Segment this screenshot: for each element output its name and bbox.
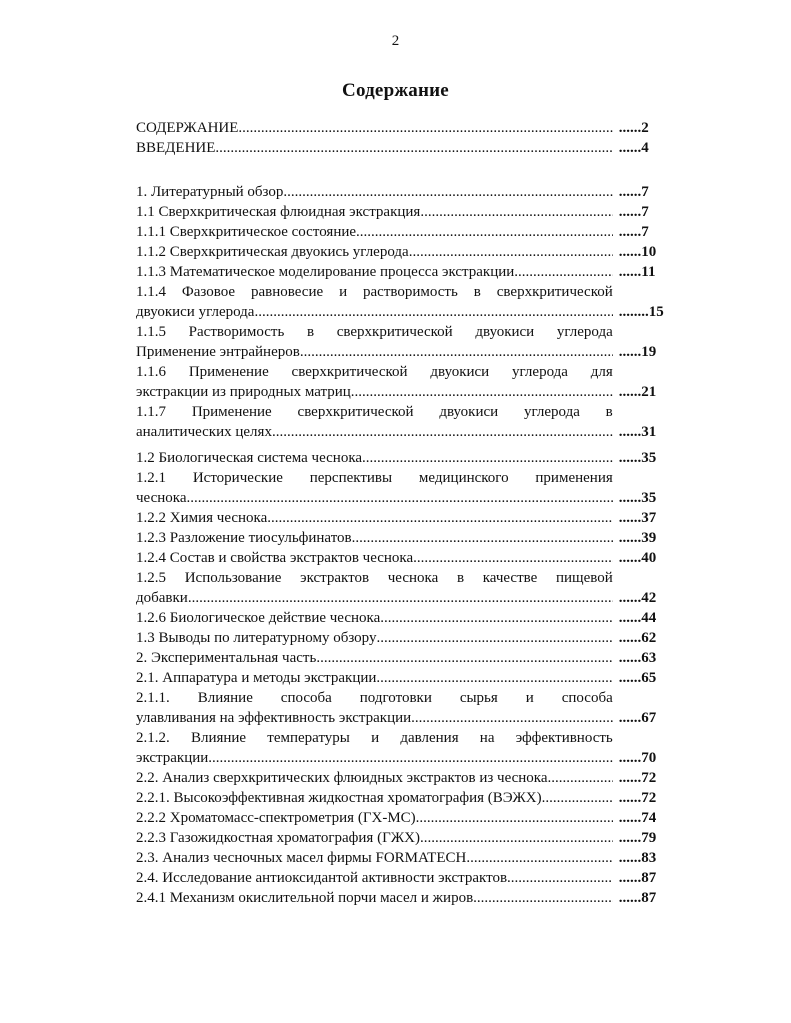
toc-entry [136, 608, 688, 628]
toc-entry-text: 1.3 Выводы по литературному обзору [136, 630, 377, 646]
toc-entry-title [136, 468, 613, 508]
toc-entry-title [136, 508, 613, 528]
toc-entry-line [136, 448, 613, 468]
toc-entry-line [136, 588, 613, 608]
toc-entry [136, 322, 688, 362]
toc-entry-line: 1.1.4 Фазовое равновесие и растворимость в сверхкритической [136, 284, 613, 300]
toc-leader-dots [514, 262, 612, 282]
toc-page-number: ......42 [618, 590, 657, 606]
toc-page-number: ......11 [618, 264, 656, 280]
toc-entry [136, 828, 688, 848]
toc-entry-text: Применение энтрайнеров [136, 344, 300, 360]
toc-entry [136, 448, 688, 468]
toc-entry-title [136, 668, 613, 688]
toc-entry-line [136, 708, 613, 728]
toc-entry-line: 2.1.2. Влияние температуры и давления на эффективность [136, 730, 613, 746]
toc-page-number: ......4 [618, 140, 649, 156]
toc-entry-text: экстракции из природных матриц [136, 384, 351, 400]
toc-entry [136, 222, 688, 242]
toc-entry-title [136, 568, 613, 608]
toc-entry-line [136, 888, 613, 908]
toc-leader-dots [413, 548, 613, 568]
toc-entry-text: двуокиси углерода [136, 304, 255, 320]
toc-entry-title [136, 262, 613, 282]
toc-entry-text: 2.1. Аппаратура и методы экстракции [136, 670, 377, 686]
toc-entry-text: 1. Литературный обзор [136, 184, 284, 200]
toc-entry [136, 788, 688, 808]
toc-leader-dots [316, 648, 612, 668]
toc-page-number: ......72 [618, 790, 657, 806]
toc-leader-dots [208, 748, 612, 768]
toc-entry [136, 648, 688, 668]
toc-leader-dots [466, 848, 612, 868]
toc-entry-title [136, 608, 613, 628]
toc-entry-line [136, 382, 613, 402]
toc-entry-title [136, 828, 613, 848]
toc-entry-text: 1.1.1 Сверхкритическое состояние [136, 224, 357, 240]
toc-entry-text: добавки [136, 590, 188, 606]
toc-entry-text: 2.3. Анализ чесночных масел фирмы FORMATECH [136, 850, 467, 866]
toc-entry-text: 1.2.3 Разложение тиосульфинатов [136, 530, 352, 546]
toc-entry-line [136, 748, 613, 768]
toc-entry-line: 1.1.5 Растворимость в сверхкритической двуокиси углерода [136, 324, 613, 340]
toc-page-number: ......21 [618, 384, 657, 400]
toc-group-literature-1-1 [136, 182, 688, 442]
toc-entry-title [136, 868, 613, 888]
toc-leader-dots [420, 202, 612, 222]
toc-entry-line [136, 302, 613, 322]
toc-entry-text: улавливания на эффективность экстракции [136, 710, 412, 726]
toc-entry [136, 888, 688, 908]
toc-entry-title [136, 362, 613, 402]
toc-page-number: ......72 [618, 770, 657, 786]
toc-entry-title [136, 728, 613, 768]
toc-entry-line [136, 118, 613, 138]
toc-entry [136, 362, 688, 402]
toc-entry-title [136, 548, 613, 568]
toc-entry-line [136, 648, 613, 668]
toc-leader-dots [254, 302, 612, 322]
toc-entry-line [136, 222, 613, 242]
toc-entry [136, 868, 688, 888]
toc-entry-text: 1.2 Биологическая система чеснока [136, 450, 363, 466]
toc-page-number: ......35 [618, 490, 657, 506]
toc-leader-dots [420, 828, 613, 848]
toc-page-number: ......7 [618, 204, 649, 220]
toc-entry [136, 138, 688, 158]
toc-group-intro [136, 118, 688, 158]
toc-entry-line [136, 828, 613, 848]
toc-entry-title [136, 202, 613, 222]
toc-leader-dots [215, 138, 612, 158]
toc-page-number: ......87 [618, 890, 657, 906]
toc-entry-title [136, 182, 613, 202]
toc-entry-line [136, 768, 613, 788]
toc-leader-dots [376, 668, 612, 688]
toc-entry-title [136, 648, 613, 668]
toc-entry-line [136, 508, 613, 528]
toc-entry [136, 668, 688, 688]
toc-leader-dots [267, 508, 613, 528]
toc-entry-title [136, 688, 613, 728]
toc-entry-line [136, 528, 613, 548]
toc-entry-text: 2.2. Анализ сверхкритических флюидных экстрактов из чеснока [136, 770, 548, 786]
toc-leader-dots [356, 222, 613, 242]
toc-entry-title [136, 222, 613, 242]
toc-entry-title [136, 888, 613, 908]
toc-gap [136, 158, 688, 182]
toc-entry [136, 688, 688, 728]
toc-leader-dots [411, 708, 613, 728]
toc-entry-line: 1.1.7 Применение сверхкритической двуокиси углерода в [136, 404, 613, 420]
toc-entry-title [136, 628, 613, 648]
toc-entry-line: 1.2.1 Исторические перспективы медицинского применения [136, 470, 613, 486]
toc-entry [136, 402, 688, 442]
toc-leader-dots [351, 382, 613, 402]
toc-entry [136, 548, 688, 568]
toc-leader-dots [416, 808, 613, 828]
toc-entry-text: 1.2.6 Биологическое действие чеснока [136, 610, 381, 626]
toc-entry [136, 628, 688, 648]
toc-entry [136, 118, 688, 138]
toc-entry [136, 468, 688, 508]
toc-page-number: ......83 [618, 850, 657, 866]
toc-entry-line [136, 628, 613, 648]
toc-entry-line [136, 242, 613, 262]
toc-entry-line [136, 138, 613, 158]
toc-entry-line [136, 868, 613, 888]
toc-entry-text: 2.2.3 Газожидкостная хроматография (ГЖХ) [136, 830, 421, 846]
toc-entry-line [136, 182, 613, 202]
toc-entry [136, 528, 688, 548]
toc-entry-line [136, 848, 613, 868]
toc-entry-line [136, 808, 613, 828]
toc-page-number: ......79 [618, 830, 657, 846]
toc-entry-line [136, 488, 613, 508]
toc-leader-dots [283, 182, 612, 202]
toc-entry-title [136, 848, 613, 868]
toc-entry-text: чеснока. [136, 490, 191, 506]
toc-page-number: ......87 [618, 870, 657, 886]
toc-entry-title [136, 448, 613, 468]
toc-entry-line [136, 342, 613, 362]
toc-entry [136, 508, 688, 528]
toc-page-number: ......63 [618, 650, 657, 666]
toc-leader-dots [238, 118, 612, 138]
toc-page-number: ......2 [618, 120, 649, 136]
toc-page-number: ......65 [618, 670, 657, 686]
toc-page-number: ......70 [618, 750, 657, 766]
toc-entry-line: 1.2.5 Использование экстрактов чеснока в качестве пищевой [136, 570, 613, 586]
toc-leader-dots [548, 768, 613, 788]
toc-entry-text: 1.2.2 Химия чеснока [136, 510, 268, 526]
toc-page-number: ........15 [618, 304, 664, 320]
toc-entry-line: 2.1.1. Влияние способа подготовки сырья и способа [136, 690, 613, 706]
toc-entry-text: аналитических целях [136, 424, 272, 440]
toc-entry-text: ВВЕДЕНИЕ [136, 140, 216, 156]
toc-page-number: ......62 [618, 630, 657, 646]
toc-page-number: ......7 [618, 184, 649, 200]
toc-entry [136, 848, 688, 868]
toc-entry-title [136, 118, 613, 138]
toc-entry [136, 242, 688, 262]
toc-entry-line: 1.1.6 Применение сверхкритической двуокиси углерода для [136, 364, 613, 380]
toc-page-number: ......39 [618, 530, 657, 546]
toc-entry [136, 182, 688, 202]
toc-page-number: ......44 [618, 610, 657, 626]
toc-entry-text: 1.2.4 Состав и свойства экстрактов чеснока [136, 550, 414, 566]
toc-entry-title [136, 402, 613, 442]
page-number: 2 [391, 33, 400, 49]
toc-entry-line [136, 668, 613, 688]
toc-leader-dots [473, 888, 613, 908]
toc-entry-title [136, 528, 613, 548]
toc-leader-dots [380, 608, 613, 628]
toc-entry-line [136, 548, 613, 568]
toc-entry [136, 808, 688, 828]
toc-leader-dots [545, 788, 612, 808]
toc-leader-dots [190, 488, 613, 508]
toc-entry-line [136, 262, 613, 282]
toc-entry [136, 568, 688, 608]
toc-leader-dots [300, 342, 613, 362]
toc-entry-text: 2.4.1 Механизм окислительной порчи масел и жиров [136, 890, 474, 906]
toc-page-number: ......37 [618, 510, 657, 526]
toc-entry [136, 768, 688, 788]
toc-entry-title [136, 788, 613, 808]
toc-entry-text: 1.1.3 Математическое моделирование процесса экстракции [136, 264, 515, 280]
toc-entry-title [136, 768, 613, 788]
toc-entry-line [136, 608, 613, 628]
toc-entry-text: СОДЕРЖАНИЕ [136, 120, 239, 136]
toc-entry-text: экстракции [136, 750, 209, 766]
toc-entry-text: 2.4. Исследование антиоксидантой активности экстрактов [136, 870, 508, 886]
toc-entry [136, 262, 688, 282]
toc-entry-text: 2.2.2 Хроматомасс-спектрометрия (ГХ-МС) [136, 810, 416, 826]
toc-page-number: ......31 [618, 424, 657, 440]
toc-page-number: ......35 [618, 450, 657, 466]
toc-page-number: ......74 [618, 810, 657, 826]
toc-leader-dots [507, 868, 613, 888]
toc-entry-line [136, 202, 613, 222]
toc-group-rest [136, 448, 688, 908]
toc-page-number: ......19 [618, 344, 657, 360]
toc-page-number: ......7 [618, 224, 649, 240]
toc-page-number: ......67 [618, 710, 657, 726]
toc-entry-title [136, 322, 613, 362]
toc-page-number: ......40 [618, 550, 657, 566]
toc-entry-line [136, 788, 613, 808]
toc-entry-title [136, 242, 613, 262]
toc-entry [136, 202, 688, 222]
toc-leader-dots [376, 628, 612, 648]
toc-leader-dots [352, 528, 613, 548]
toc-entry-text: 2.2.1. Высокоэффективная жидкостная хроматография (ВЭЖХ). [136, 790, 546, 806]
toc-entry-line [136, 422, 613, 442]
toc-entry-title [136, 282, 613, 322]
toc-entry-text: 1.1.2 Сверхкритическая двуокись углерода [136, 244, 409, 260]
toc-leader-dots [409, 242, 613, 262]
toc-leader-dots [272, 422, 613, 442]
table-of-contents [136, 118, 688, 908]
toc-entry-title [136, 808, 613, 828]
toc-page-number: ......10 [618, 244, 657, 260]
toc-entry-text: 1.1 Сверхкритическая флюидная экстракция [136, 204, 421, 220]
toc-entry [136, 728, 688, 768]
toc-leader-dots [188, 588, 613, 608]
toc-entry-title [136, 138, 613, 158]
page-title: Содержание [342, 80, 449, 101]
toc-entry [136, 282, 688, 322]
toc-entry-text: 2. Экспериментальная часть [136, 650, 317, 666]
toc-leader-dots [362, 448, 613, 468]
